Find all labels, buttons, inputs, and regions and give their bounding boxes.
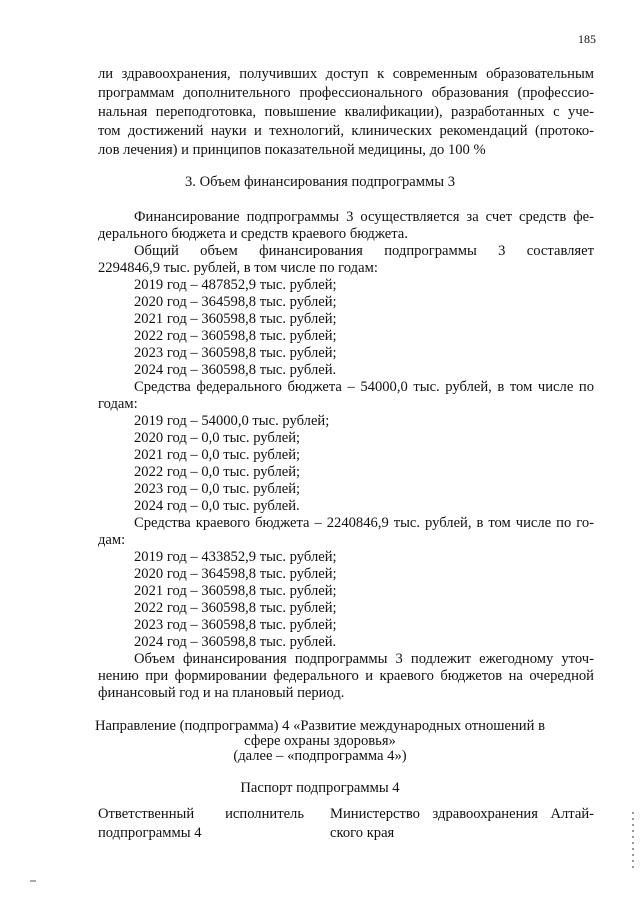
year-item: 2019 год – 433852,9 тыс. рублей; bbox=[134, 549, 337, 565]
year-item: 2020 год – 0,0 тыс. рублей; bbox=[134, 430, 301, 446]
text-line: лов лечения) и принципов показательной медицины, до 100 % bbox=[98, 142, 486, 158]
text-line: том достижений науки и технологий, клинических рекомендаций (протоко- bbox=[98, 123, 594, 139]
passport-label: подпрограммы 4 bbox=[98, 825, 202, 841]
word: Общий bbox=[134, 243, 179, 259]
total-line: 2294846,9 тыс. рублей, в том числе по годам: bbox=[98, 260, 378, 276]
scan-artifact bbox=[30, 880, 36, 882]
text-line: программам дополнительного профессионального образования (профессио- bbox=[98, 85, 594, 101]
year-item: 2021 год – 360598,8 тыс. рублей; bbox=[134, 311, 337, 327]
year-item: 2020 год – 364598,8 тыс. рублей; bbox=[134, 566, 337, 582]
year-item: 2019 год – 487852,9 тыс. рублей; bbox=[134, 277, 337, 293]
text-line: Объем финансирования подпрограммы 3 подлежит ежегодному уточ- bbox=[134, 651, 594, 667]
year-item: 2021 год – 0,0 тыс. рублей; bbox=[134, 447, 301, 463]
title-line: Направление (подпрограмма) 4 «Развитие международных отношений в bbox=[95, 718, 545, 734]
year-item: 2023 год – 360598,8 тыс. рублей; bbox=[134, 345, 337, 361]
year-item: 2024 год – 360598,8 тыс. рублей. bbox=[134, 634, 337, 650]
regional-line: дам: bbox=[98, 532, 126, 548]
text-line: нальная переподготовка, повышение квалификации), разработанных с уче- bbox=[98, 104, 594, 120]
federal-line: Средства федерального бюджета – 54000,0 тыс. рублей, в том числе по bbox=[134, 379, 594, 395]
passport-label bbox=[98, 806, 304, 823]
year-item: 2020 год – 364598,8 тыс. рублей; bbox=[134, 294, 337, 310]
year-item: 2023 год – 360598,8 тыс. рублей; bbox=[134, 617, 337, 633]
year-item: 2022 год – 360598,8 тыс. рублей; bbox=[134, 600, 337, 616]
title-line: сфере охраны здоровья» bbox=[244, 733, 396, 749]
word: финансирования bbox=[259, 243, 363, 259]
word: подпрограммы bbox=[384, 243, 477, 259]
passport-value: Министерство здравоохранения Алтай- bbox=[330, 806, 594, 822]
text-line: финансовый год и на плановый период. bbox=[98, 685, 345, 701]
year-item: 2024 год – 0,0 тыс. рублей. bbox=[134, 498, 300, 514]
funding-intro-line: Финансирование подпрограммы 3 осуществляется за счет средств фе- bbox=[134, 209, 594, 225]
section-3-title: 3. Объем финансирования подпрограммы 3 bbox=[185, 174, 455, 190]
total-line bbox=[134, 243, 594, 260]
year-item: 2022 год – 360598,8 тыс. рублей; bbox=[134, 328, 337, 344]
title-line: (далее – «подпрограмма 4») bbox=[233, 748, 407, 764]
funding-intro-line: дерального бюджета и средств краевого бюджета. bbox=[98, 226, 408, 242]
scan-artifact bbox=[632, 812, 634, 872]
word: 3 bbox=[498, 243, 506, 259]
year-item: 2021 год – 360598,8 тыс. рублей; bbox=[134, 583, 337, 599]
year-item: 2024 год – 360598,8 тыс. рублей. bbox=[134, 362, 337, 378]
federal-line: годам: bbox=[98, 396, 138, 412]
word: составляет bbox=[526, 243, 594, 259]
text-line: нению при формировании федерального и краевого бюджетов на очередной bbox=[98, 668, 594, 684]
word: Ответственный bbox=[98, 806, 195, 822]
passport-value: ского края bbox=[330, 825, 395, 841]
word: объем bbox=[200, 243, 238, 259]
word: исполнитель bbox=[225, 806, 304, 822]
passport-title: Паспорт подпрограммы 4 bbox=[240, 780, 400, 796]
year-item: 2022 год – 0,0 тыс. рублей; bbox=[134, 464, 301, 480]
regional-line: Средства краевого бюджета – 2240846,9 тыс. рублей, в том числе по го- bbox=[134, 515, 594, 531]
year-item: 2019 год – 54000,0 тыс. рублей; bbox=[134, 413, 330, 429]
page-number: 185 bbox=[578, 32, 596, 46]
text-line: ли здравоохранения, получивших доступ к современным образовательным bbox=[98, 66, 594, 82]
year-item: 2023 год – 0,0 тыс. рублей; bbox=[134, 481, 301, 497]
